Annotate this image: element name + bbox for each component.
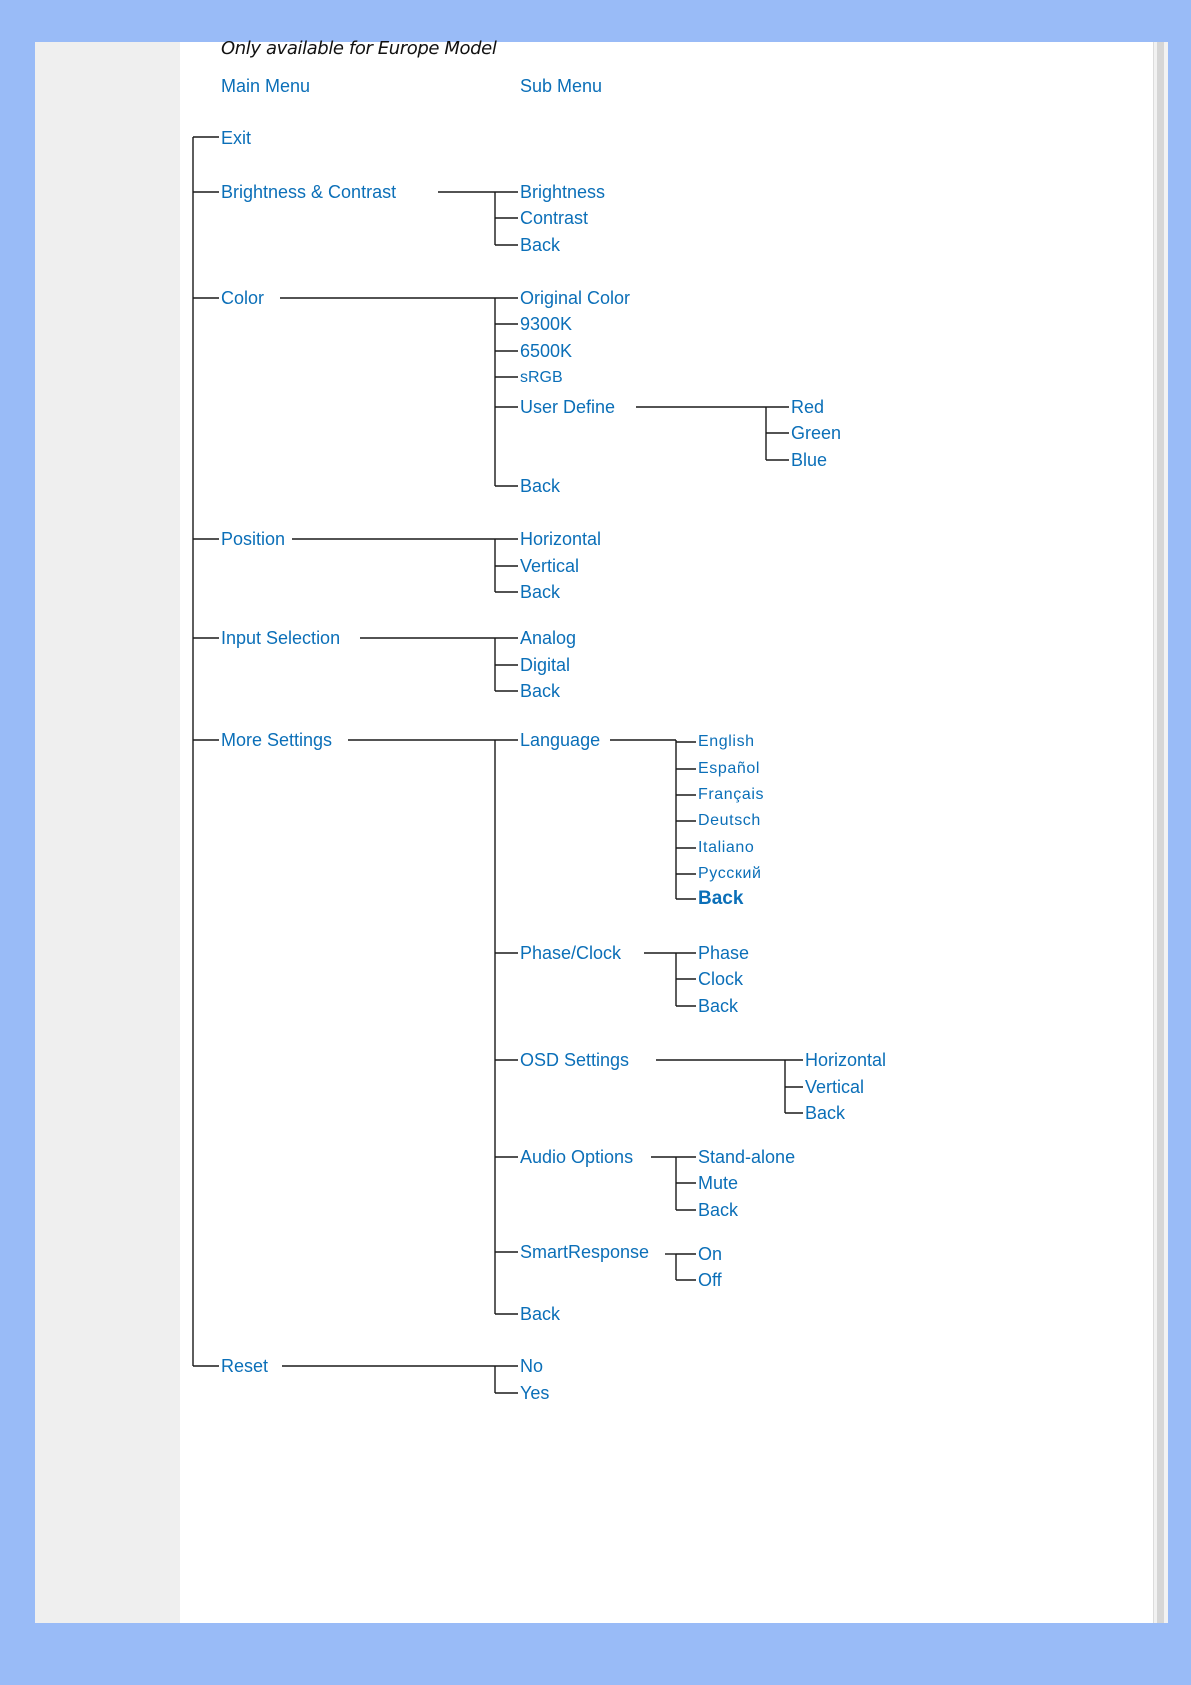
- user-define-blue[interactable]: Blue: [791, 450, 828, 470]
- main-menu-header: Main Menu: [221, 76, 311, 96]
- more-back[interactable]: Back: [520, 1304, 561, 1324]
- sub-item-original-color[interactable]: Original Color: [520, 288, 631, 308]
- audio-stand-alone[interactable]: Stand-alone: [698, 1147, 796, 1167]
- sub-item-9300k[interactable]: 9300K: [520, 314, 573, 334]
- more-audio-options[interactable]: Audio Options: [520, 1147, 634, 1167]
- more-language[interactable]: Language: [520, 730, 601, 750]
- more-phase-clock[interactable]: Phase/Clock: [520, 943, 622, 963]
- left-sidebar: [35, 42, 180, 1623]
- sub-item-srgb[interactable]: sRGB: [520, 369, 563, 386]
- main-item-input-selection[interactable]: Input Selection: [221, 628, 341, 648]
- scrollbar[interactable]: [1153, 42, 1168, 1623]
- main-item-reset[interactable]: Reset: [221, 1356, 269, 1376]
- main-item-position[interactable]: Position: [221, 529, 286, 549]
- phase-clock-clock[interactable]: Clock: [698, 969, 744, 989]
- audio-back[interactable]: Back: [698, 1200, 739, 1220]
- input-back[interactable]: Back: [520, 681, 561, 701]
- osd-vertical[interactable]: Vertical: [805, 1077, 865, 1097]
- audio-mute[interactable]: Mute: [698, 1173, 739, 1193]
- sub-item-6500k[interactable]: 6500K: [520, 341, 573, 361]
- sub-item-brightness[interactable]: Brightness: [520, 182, 606, 202]
- smartresponse-off[interactable]: Off: [698, 1270, 722, 1290]
- input-digital[interactable]: Digital: [520, 655, 571, 675]
- main-item-brightness-contrast[interactable]: Brightness & Contrast: [221, 182, 397, 202]
- main-item-color[interactable]: Color: [221, 288, 265, 308]
- user-define-green[interactable]: Green: [791, 423, 842, 443]
- phase-clock-phase[interactable]: Phase: [698, 943, 750, 963]
- sub-item-back[interactable]: Back: [520, 235, 561, 255]
- more-smartresponse[interactable]: SmartResponse: [520, 1242, 650, 1262]
- sub-item-contrast[interactable]: Contrast: [520, 208, 589, 228]
- smartresponse-on[interactable]: On: [698, 1244, 723, 1264]
- phase-clock-back[interactable]: Back: [698, 996, 739, 1016]
- sub-item-back[interactable]: Back: [520, 476, 561, 496]
- europe-model-note: Only available for Europe Model: [221, 38, 497, 59]
- sub-menu-header: Sub Menu: [520, 76, 603, 96]
- language-francais[interactable]: Français: [698, 786, 765, 803]
- main-item-more-settings[interactable]: More Settings: [221, 730, 333, 750]
- page-frame: [35, 42, 1168, 1623]
- language-deutsch[interactable]: Deutsch: [698, 812, 761, 829]
- main-item-exit[interactable]: Exit: [221, 128, 252, 148]
- language-russian[interactable]: Русский: [698, 865, 762, 882]
- scrollbar-thumb[interactable]: [1157, 42, 1164, 1623]
- reset-no[interactable]: No: [520, 1356, 544, 1376]
- osd-horizontal[interactable]: Horizontal: [805, 1050, 887, 1070]
- sub-item-user-define[interactable]: User Define: [520, 397, 616, 417]
- reset-yes[interactable]: Yes: [520, 1383, 550, 1403]
- language-back[interactable]: Back: [698, 888, 744, 909]
- position-vertical[interactable]: Vertical: [520, 556, 580, 576]
- position-back[interactable]: Back: [520, 582, 561, 602]
- language-espanol[interactable]: Español: [698, 760, 761, 777]
- language-italiano[interactable]: Italiano: [698, 839, 755, 856]
- osd-back[interactable]: Back: [805, 1103, 846, 1123]
- language-english[interactable]: English: [698, 733, 755, 750]
- more-osd-settings[interactable]: OSD Settings: [520, 1050, 630, 1070]
- user-define-red[interactable]: Red: [791, 397, 825, 417]
- input-analog[interactable]: Analog: [520, 628, 577, 648]
- position-horizontal[interactable]: Horizontal: [520, 529, 602, 549]
